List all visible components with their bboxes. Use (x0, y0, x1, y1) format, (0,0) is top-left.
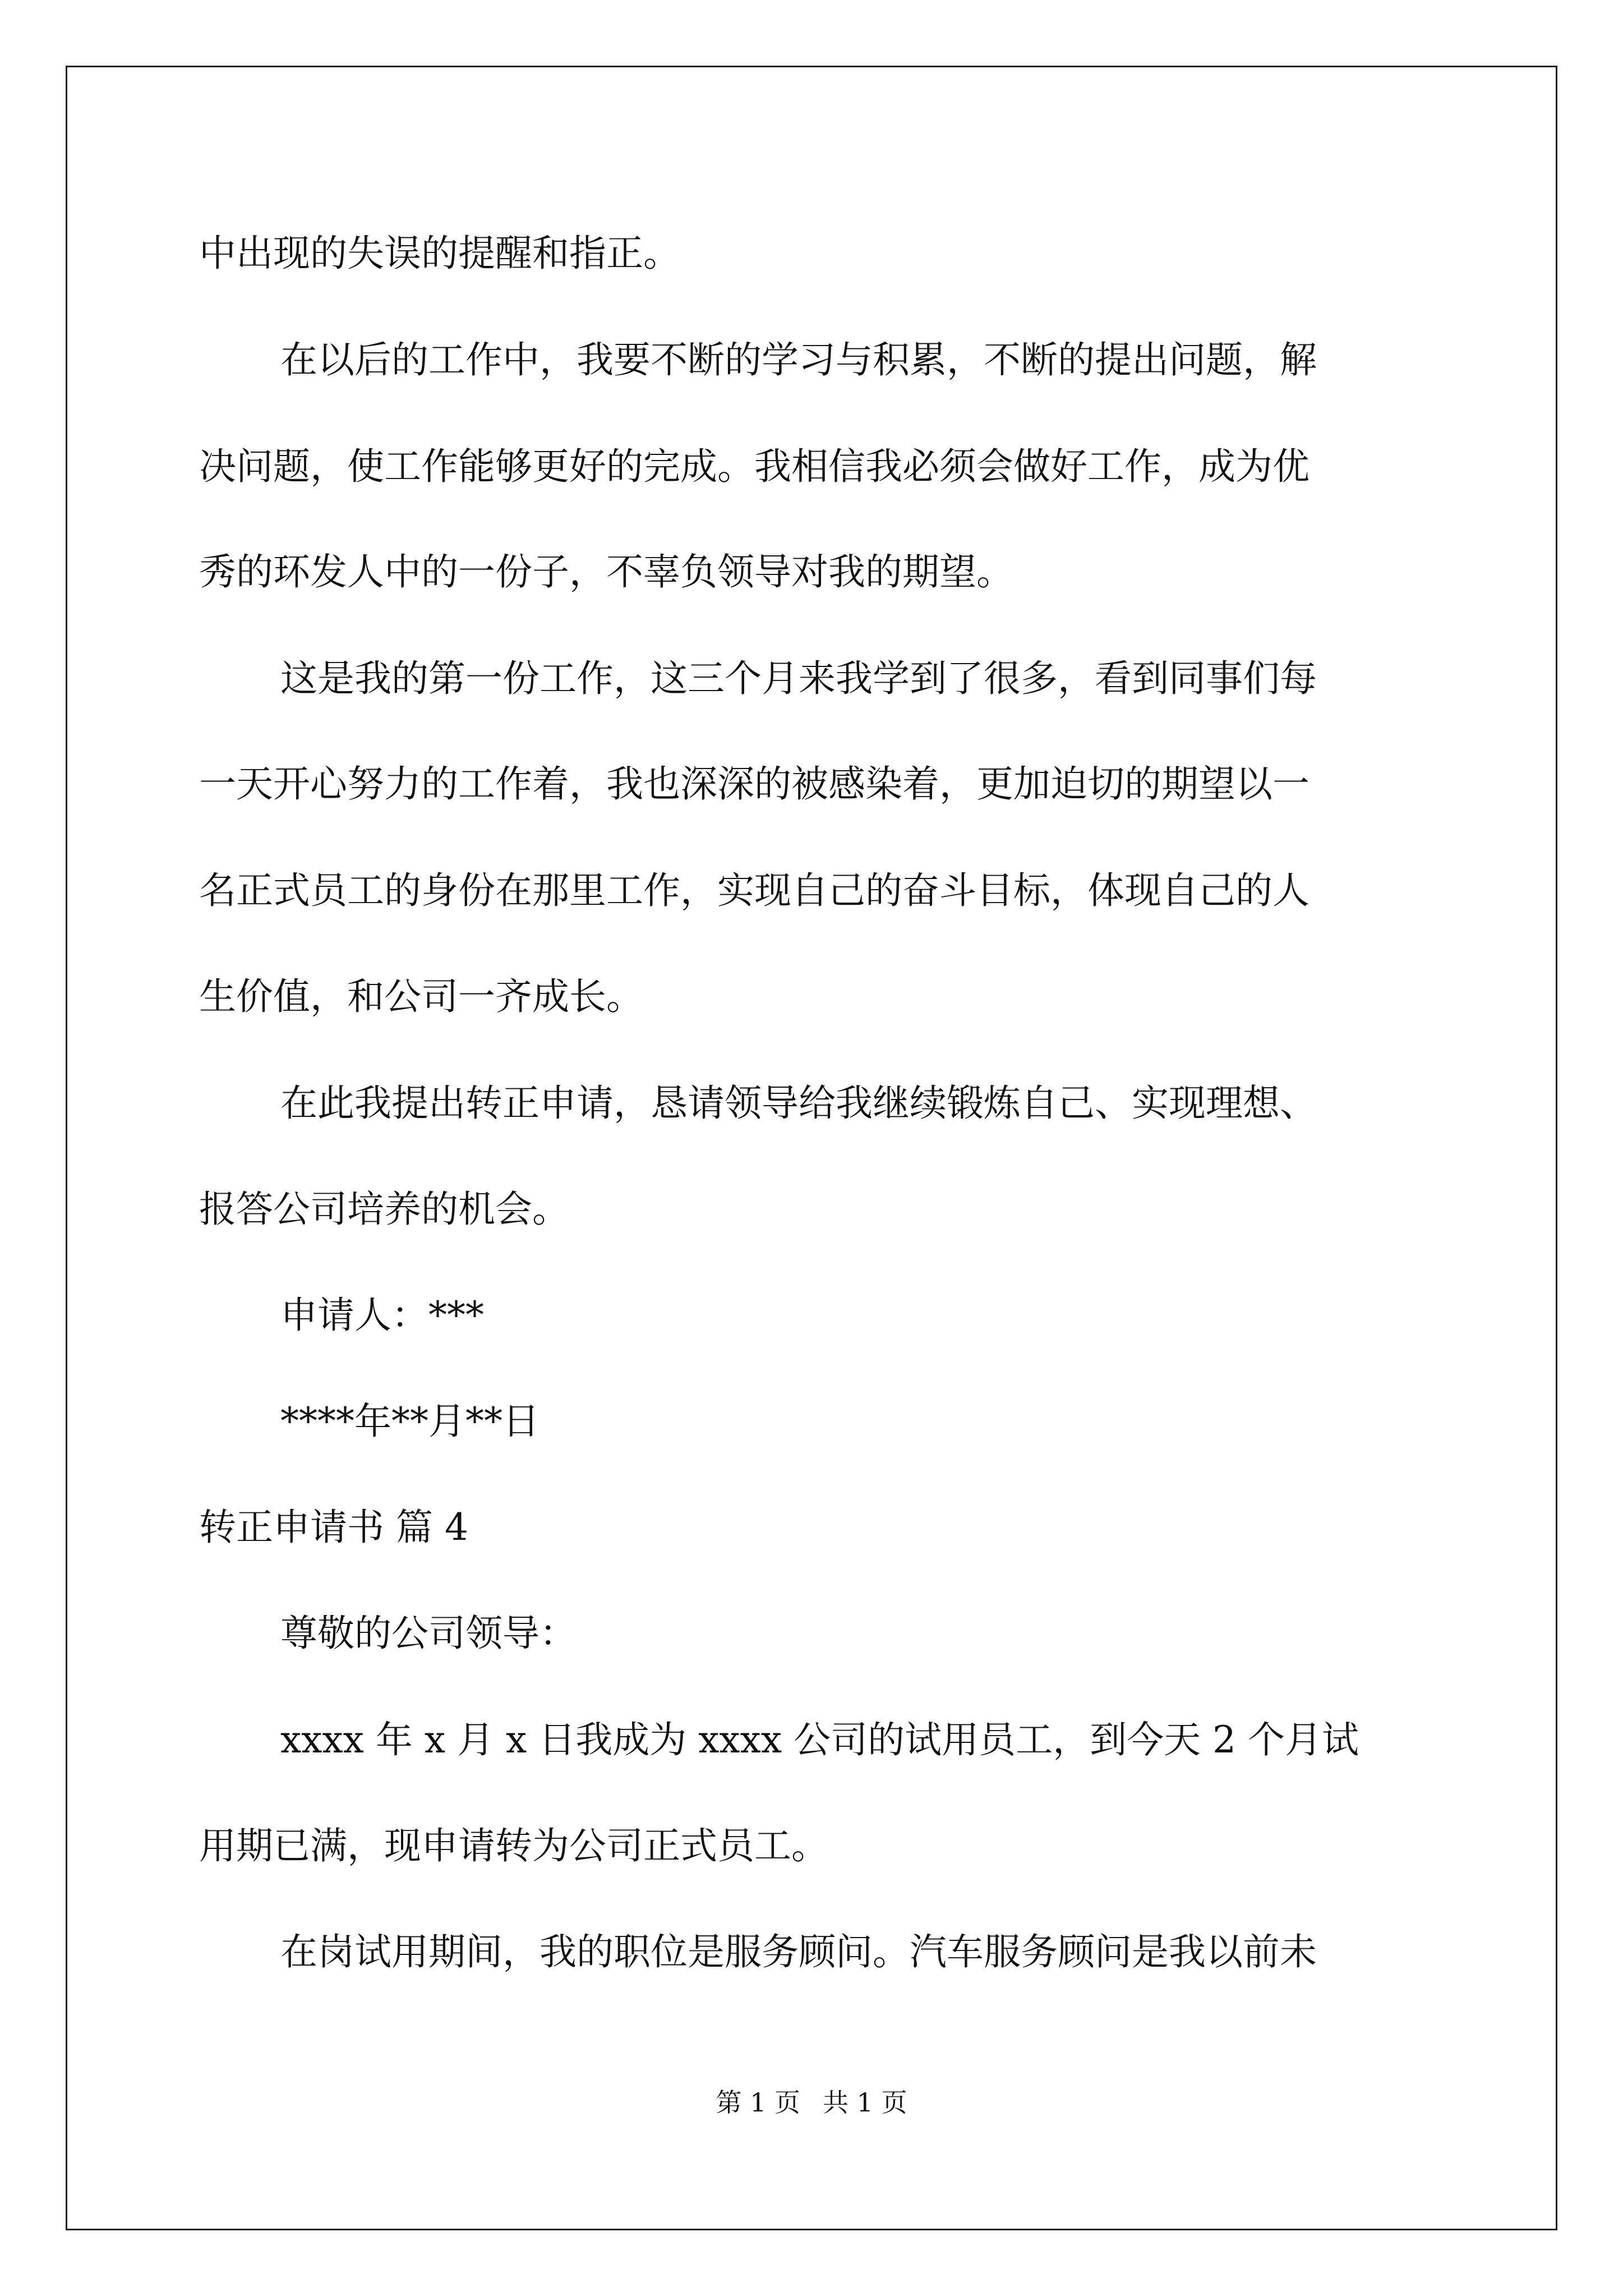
body-line: 中出现的失误的提醒和指正。 (199, 232, 680, 275)
body-line: 在以后的工作中，我要不断的学习与积累，不断的提出问题，解 (280, 338, 1317, 381)
body-line: 秀的环发人中的一份子，不辜负领导对我的期望。 (199, 550, 1013, 593)
body-line: xxxx 年 x 月 x 日我成为 xxxx 公司的试用员工，到今天 2 个月试 (280, 1718, 1359, 1761)
section-heading: 转正申请书 篇 4 (199, 1506, 468, 1549)
body-line: 报答公司培养的机会。 (199, 1188, 569, 1231)
body-line: 用期已满，现申请转为公司正式员工。 (199, 1824, 828, 1867)
body-line: 决问题，使工作能够更好的完成。我相信我必须会做好工作，成为优 (199, 445, 1310, 488)
page-footer (0, 2087, 1623, 2118)
page-total: 共 1 页 (823, 2087, 907, 2118)
page-frame (66, 66, 1557, 2230)
page-number: 第 1 页 (716, 2087, 800, 2118)
salutation: 尊敬的公司领导： (280, 1612, 577, 1655)
body-line: 在此我提出转正申请，恳请领导给我继续锻炼自己、实现理想、 (280, 1082, 1317, 1125)
body-line: 生价值，和公司一齐成长。 (199, 975, 643, 1018)
signature-applicant: 申请人：*** (280, 1294, 484, 1337)
body-line: 一天开心努力的工作着，我也深深的被感染着，更加迫切的期望以一 (199, 762, 1310, 806)
body-line: 在岗试用期间，我的职位是服务顾问。汽车服务顾问是我以前未 (280, 1930, 1317, 1973)
body-line: 这是我的第一份工作，这三个月来我学到了很多，看到同事们每 (280, 657, 1317, 700)
signature-date: ****年**月**日 (280, 1400, 540, 1443)
body-line: 名正式员工的身份在那里工作，实现自己的奋斗目标，体现自己的人 (199, 869, 1310, 912)
